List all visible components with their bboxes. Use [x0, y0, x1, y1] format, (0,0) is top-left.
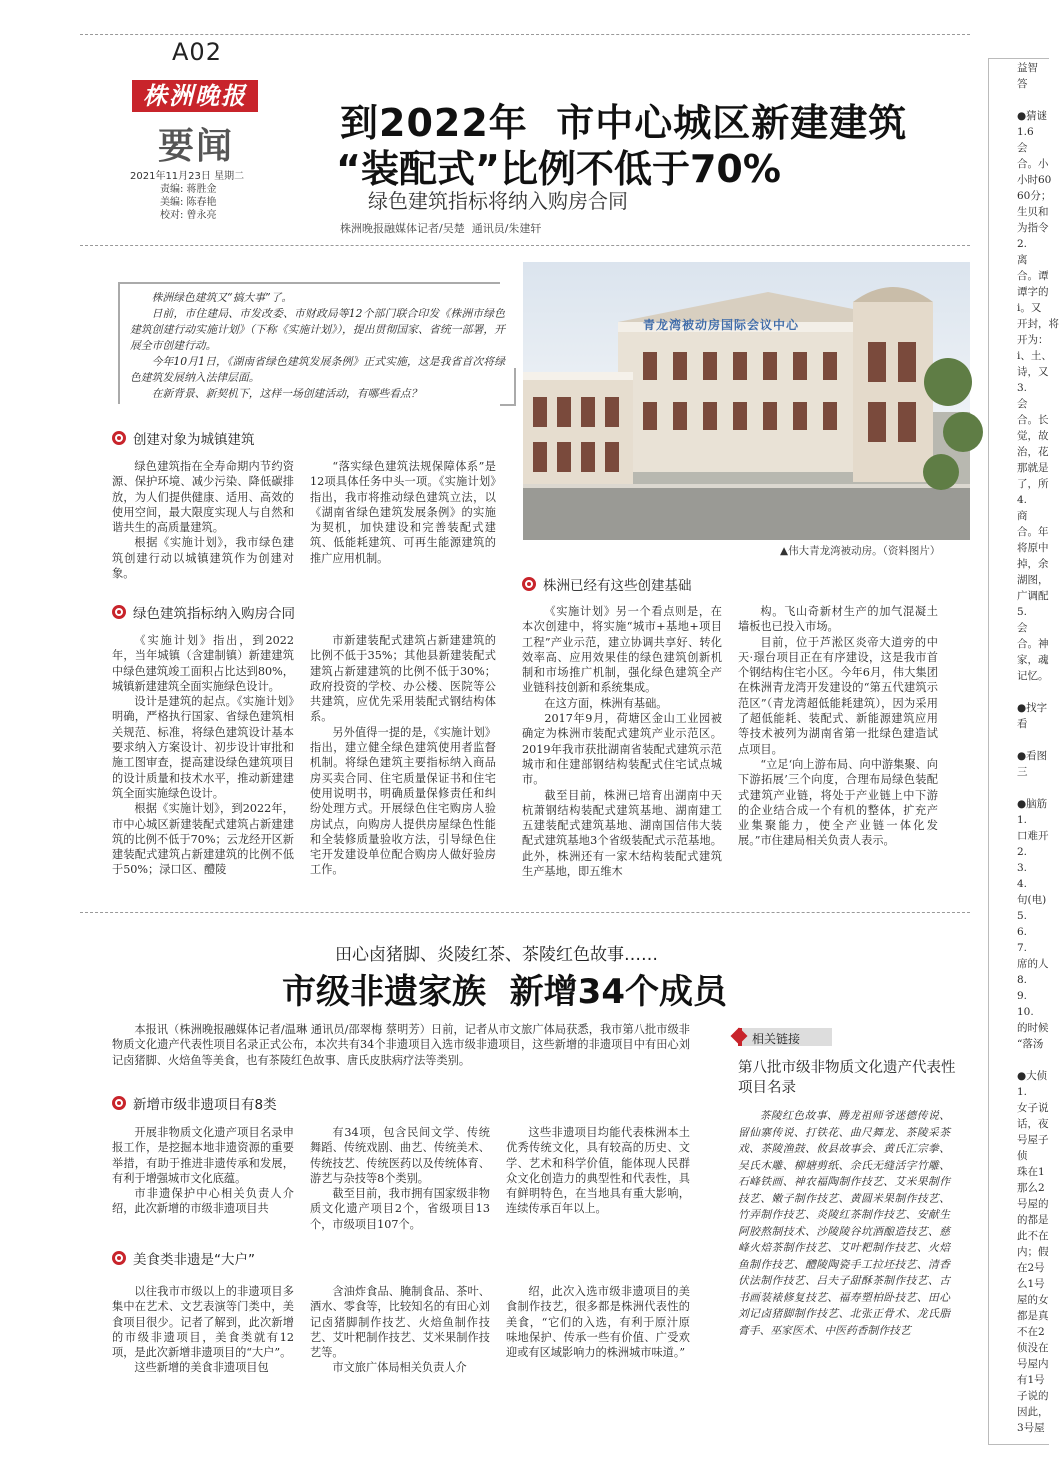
edge-column-line: 广调配	[1017, 590, 1049, 602]
edge-column-line: 号屋子	[1017, 1134, 1049, 1146]
edge-column-line: ●大侦	[1017, 1070, 1048, 1082]
edge-column-line: 3号屋	[1017, 1422, 1045, 1434]
related-link-title: 第八批市级非物质文化遗产代表性项目名录	[738, 1060, 956, 1096]
edge-column-line: i、土、	[1017, 350, 1052, 362]
edge-column-line: 在2号	[1017, 1262, 1045, 1274]
edge-column-line: 的都是	[1017, 1214, 1049, 1226]
edge-column-line: 9.	[1017, 990, 1028, 1002]
edge-column-line: 会	[1017, 622, 1028, 634]
article2-lead	[112, 1022, 690, 1068]
article-paragraph: 以往我市市级以上的非遗项目多集中在艺术、文艺表演等门类中，美食项目很少。记者了解到，此次新增的市级非遗项目，美食类就有12项，是此次新增非遗项目的“大户”。	[112, 1285, 294, 1360]
edge-column-line	[996, 92, 1039, 108]
edge-column-line: 1.	[1017, 814, 1028, 826]
edge-column-line: 号屋的	[1017, 1198, 1049, 1210]
article-paragraph: 市非遗保护中心相关负责人介绍，此次新增的市级非遗项目共	[112, 1187, 294, 1216]
red-circle-bullet-icon	[112, 1096, 126, 1110]
edge-column-line: 2.	[1017, 846, 1028, 858]
section-heading-text: 新增市级非遗项目有8类	[133, 1097, 277, 1113]
article-paragraph: “立足‘向上游布局、向中游集聚、向下游拓展’三个向度，合理布局绿色装配式建筑产业链，将处于产业链上中下游的企业结合成一个有机的整体，扩充产业集聚能力，使全产业链一体化发展。”市住建局相关负责人表示。	[738, 757, 938, 848]
article-column	[522, 604, 722, 879]
article-column	[310, 1125, 490, 1232]
section-heading	[522, 574, 692, 594]
edge-column-line: 60分；	[1017, 190, 1052, 202]
edge-column-line: 合。年	[1017, 526, 1049, 538]
edge-column-line: 记忆。	[1017, 670, 1049, 682]
edge-column-line	[996, 684, 1039, 700]
edge-column-line: 有1号	[1017, 1374, 1045, 1386]
intro-paragraph: 今年10月1日，《湖南省绿色建筑发展条例》正式实施，这是我省首次将绿色建筑发展纳入法律层面。	[130, 355, 505, 384]
section-heading-text: 株洲已经有这些创建基础	[543, 578, 692, 594]
article-column	[112, 459, 294, 581]
edge-column-line: ●找字	[1017, 702, 1048, 714]
edge-column-line: 合。神	[1017, 638, 1049, 650]
article-divider	[80, 912, 970, 913]
issue-info	[130, 170, 244, 222]
edge-column-line: 句(电)	[1017, 894, 1047, 906]
article-paragraph: 设计是建筑的起点。《实施计划》明确，严格执行国家、省绿色建筑相关规范、标准，将绿色建筑设计基本要求纳入方案设计、初步设计审批和施工图审查，提高建设绿色建筑项目的设计质量和技术水平，推动新建建筑全面实施绿色设计。	[112, 695, 294, 800]
edge-column-line: 湖图，	[1017, 574, 1049, 586]
article2-headline: 市级非遗家族 新增34个成员	[282, 972, 727, 1012]
related-link-list-text: 茶陵红色故事、腾龙祖师爷迷德传说、留仙寨传说、打铁花、曲尺舞龙、茶陵采茶戏、茶陵渔鼓、攸县故事会、黄氏汇宗拳、吴氏木雕、柳塘剪纸、余氏无缝活字竹雕、石峰铁画、神农福陶制作技艺、艾米果制作技艺、嫩子制作技艺、黄圆米果制作技艺、竹弄制作技艺、炎陵红茶制作技艺、安献生阿胶熬制技术、沙陵陵谷坑酒酿造技艺、慈峰火焙茶制作技艺、艾叶粑制作技艺、火焙鱼制作技艺、醴陵陶瓷手工拉坯技艺、清香伏法制作技艺、吕夫子甜酥茶制作技艺、古书画装裱修复技艺、福寿塑柏卧技艺、田心刘记卤猪脚制作技艺、北张正骨术、龙氏脂膏手、巫家医术、中医药香制作技艺	[738, 1109, 950, 1337]
edge-column-line	[996, 732, 1039, 748]
edge-column-line: 看	[1017, 718, 1028, 730]
edge-column-line: 都是真	[1017, 1310, 1049, 1322]
edge-column-line: 屋的女	[1017, 1294, 1049, 1306]
edge-column-line: 8.	[1017, 974, 1028, 986]
article-paragraph: 市文旅广体局相关负责人介	[332, 1361, 467, 1375]
editor-credit: 责编: 蒋胜金	[160, 184, 217, 195]
article-paragraph: 目前，位于芦淞区炎帝大道旁的中天·璟台项目正在有序建设，这是我市首个钢结构住宅小区。今年6月，伟大集团在株洲青龙湾开发建设的“第五代建筑示范区”（青龙湾超低能耗建筑），因为采用了超低能耗、装配式、新能源建筑应用等技术被列为湖南省第一批绿色建造试点项目。	[738, 635, 938, 756]
edge-column-line: 5.	[1017, 606, 1028, 618]
edge-column-line: 2.	[1017, 238, 1028, 250]
article-column	[112, 1125, 294, 1217]
edge-column-line: 治，花	[1017, 446, 1049, 458]
edge-column-line: 商	[1017, 510, 1028, 522]
edge-column-line: 开为：	[1017, 334, 1049, 346]
edge-column-line: 珠在1	[1017, 1166, 1045, 1178]
page-number: A02	[172, 38, 222, 66]
edge-column-line: 不在2	[1017, 1326, 1045, 1338]
edge-column-line: 1.6	[1017, 126, 1034, 138]
building-illustration	[523, 262, 970, 540]
masthead-text: 株洲晚报	[143, 81, 247, 110]
edge-column-line: 将原中	[1017, 542, 1049, 554]
article-column	[738, 604, 938, 849]
edge-column-line: ●看图	[1017, 750, 1048, 762]
masthead-logo	[132, 80, 258, 112]
article-paragraph: 本报讯（株洲晚报融媒体记者/温琳 通讯员/邵翠梅 蔡明芳）日前，记者从市文旅广体局获悉，我市第八批市级非物质文化遗产代表性项目名录正式公布，本次共有34个非遗项目入选市级非遗项目，这些新增的非遗项目中有田心刘记卤猪脚、火焙鱼等美食，也有茶陵红色故事、唐氏皮肤病疗法等类别。	[112, 1023, 690, 1067]
edge-column-line: 10.	[1017, 1006, 1034, 1018]
article-paragraph: 另外值得一提的是，《实施计划》指出，建立健全绿色建筑使用者监督机制。将绿色建筑主要指标纳入商品房买卖合同、住宅质量保证书和住宅使用说明书，明确质量保修责任和纠纷处理方式。开展绿色住宅购房人验房试点，向购房人提供房屋绿色性能和全装修质量验收方法，引导绿色住宅开发建设单位配合购房人做好验房工作。	[310, 725, 496, 877]
section-heading	[112, 602, 295, 622]
edge-column-line: 6.	[1017, 926, 1028, 938]
edge-column-line: 合。谭	[1017, 270, 1049, 282]
edge-column-line: ●脑筋	[1017, 798, 1048, 810]
red-circle-bullet-icon	[112, 605, 126, 619]
edge-column-line: 开封，将	[1017, 318, 1059, 330]
edge-column-line: 为指令	[1017, 222, 1049, 234]
edge-column-line: 5.	[1017, 910, 1028, 922]
building-sign: 青龙湾被动房国际会议中心	[643, 318, 800, 332]
edge-column	[996, 60, 1059, 1436]
edge-column-line: 答	[1017, 78, 1028, 90]
intro-text	[130, 290, 505, 402]
article-column	[112, 1284, 294, 1376]
edge-column-line: 1.	[1017, 1086, 1028, 1098]
edge-column-line: 3.	[1017, 862, 1028, 874]
article-column	[112, 633, 294, 878]
article1-byline: 株洲晚报融媒体记者/吴楚 通讯员/朱建轩	[340, 222, 542, 235]
edge-column-line: “落汤	[1017, 1038, 1044, 1050]
proofreader-credit: 校对: 曾永亮	[160, 210, 217, 221]
article-column	[506, 1284, 690, 1360]
edge-column-line: 席的人	[1017, 958, 1049, 970]
edge-column-line: 话，夜	[1017, 1118, 1049, 1130]
article2-kicker: 田心卤猪脚、炎陵红茶、茶陵红色故事……	[335, 945, 658, 965]
edge-column-line: 号屋内	[1017, 1358, 1049, 1370]
designer-credit: 美编: 陈春艳	[160, 197, 217, 208]
building-photo	[523, 262, 970, 540]
section-heading-text: 美食类非遗是“大户”	[133, 1252, 255, 1268]
edge-column-line: 么1号	[1017, 1278, 1045, 1290]
intro-paragraph: 在新背景、新契机下，这样一场创建活动，有哪些看点？	[151, 387, 422, 400]
edge-column-line: 3.	[1017, 382, 1028, 394]
section-heading	[112, 1093, 277, 1113]
article-paragraph: 《实施计划》另一个看点则是，在本次创建中，将实施“城市+基地+项目工程”产业示范，建立协调共享好、转化效率高、应用效果佳的绿色建筑创新机制和市场推广机制，强化绿色建筑全产业链科技创新和系统集成。	[522, 605, 722, 695]
edge-column-line: 谭字的	[1017, 286, 1049, 298]
article-paragraph: 绍，此次入选市级非遗项目的美食制作技艺，很多都是株洲代表性的美食，“它们的入选，有利于原汁原味地保护、传承一些有价值、广受欢迎或有区域影响力的株洲城市味道。”	[506, 1285, 690, 1360]
article-paragraph: 构。飞山奇新材生产的加气混凝土墙板也已投入市场。	[738, 605, 938, 634]
edge-column-line: 合。小	[1017, 158, 1049, 170]
article1-headline-line1: 到2022年 市中心城区新建建筑	[340, 101, 908, 145]
intro-paragraph: 日前，市住建局、市发改委、市财政局等12个部门联合印发《株洲市绿色建筑创建行动实施计划》（下称《实施计划》），提出贯彻国家、省统一部署，开展全市创建行动。	[130, 307, 505, 352]
red-circle-bullet-icon	[522, 577, 536, 591]
edge-column-line: 掉，余	[1017, 558, 1049, 570]
article-paragraph: 《实施计划》指出，到2022年，当年城镇（含建制镇）新建建筑中绿色建筑竣工面积占比达到80%，城镇新建建筑全面实施绿色设计。	[112, 634, 294, 693]
article-paragraph: 这些非遗项目均能代表株洲本土优秀传统文化，具有较高的历史、文学、艺术和科学价值，能体现人民群众文化创造力的典型性和代表性，具有鲜明特色，在当地具有重大影响，连续传承百年以上。	[506, 1126, 690, 1216]
article-column	[310, 459, 496, 566]
article-paragraph: 截至目前，我市拥有国家级非物质文化遗产项目2个，省级项目13个，市级项目107个。	[310, 1187, 490, 1231]
article-paragraph: 这些新增的美食非遗项目包	[134, 1361, 269, 1375]
edge-column-line: 因此，	[1017, 1406, 1049, 1418]
article-paragraph: 有34项，包含民间文学、传统舞蹈、传统戏剧、曲艺、传统美术、传统技艺、传统医药以及传统体育、游艺与杂技等8个类别。	[310, 1126, 490, 1185]
article-paragraph: 绿色建筑指在全寿命期内节约资源、保护环境、减少污染、降低碳排放，为人们提供健康、适用、高效的使用空间，最大限度实现人与自然和谐共生的高质量建筑。	[112, 460, 294, 535]
edge-column-line: 此不在	[1017, 1230, 1049, 1242]
article-paragraph: 市新建装配式建筑占新建建筑的比例不低于35%；其他县新建装配式建筑占新建建筑的比例不低于30%；政府投资的学校、办公楼、医院等公共建筑，应优先采用装配式钢结构体系。	[310, 634, 496, 724]
intro-paragraph: 株洲绿色建筑又“搞大事”了。	[151, 291, 293, 304]
edge-column-line: 会	[1017, 142, 1028, 154]
article-paragraph: 含油炸食品、腌制食品、茶叶、酒水、零食等，比较知名的有田心刘记卤猪脚制作技艺、火焙鱼制作技艺、艾叶粑制作技艺、艾米果制作技艺等。	[310, 1285, 490, 1360]
edge-column-line: 侦没在	[1017, 1342, 1049, 1354]
edge-column-line: 那么2	[1017, 1182, 1045, 1194]
edge-column-line: 生贝和	[1017, 206, 1049, 218]
edge-column-line: 诗，又	[1017, 366, 1049, 378]
article1-headline-line2: “装配式”比例不低于70%	[336, 147, 781, 191]
article-paragraph: 开展非物质文化遗产项目名录申报工作，是挖掘本地非遗资源的重要举措，有助于推进非遗传承和发展，有利于增强城市文化底蕴。	[112, 1126, 294, 1185]
section-name: 要闻	[158, 125, 235, 167]
article-column	[506, 1125, 690, 1217]
edge-column-line: 合。长	[1017, 414, 1049, 426]
edge-column-line: i。又	[1017, 302, 1042, 314]
edge-column-line: 4.	[1017, 878, 1028, 890]
edge-column-line: 7.	[1017, 942, 1028, 954]
edge-column-line: 会	[1017, 398, 1028, 410]
red-circle-bullet-icon	[112, 431, 126, 445]
section-heading	[112, 428, 255, 448]
edge-column-line	[996, 1052, 1039, 1068]
edge-column-line: 离	[1017, 254, 1028, 266]
article-column	[310, 633, 496, 878]
edge-column-line: 口难开	[1017, 830, 1049, 842]
edge-column-line: 4.	[1017, 494, 1028, 506]
edge-column-line: 内；假	[1017, 1246, 1049, 1258]
related-link-tag-text: 相关链接	[752, 1032, 801, 1046]
article-paragraph: 截至目前，株洲已培育出湖南中天杭萧钢结构装配式建筑基地、湖南建工五建装配式建筑基地、湖南国信伟大装配式建筑基地3个省级装配式示范基地。此外，株洲还有一家木结构装配式建筑生产基地，即五维木	[522, 788, 722, 879]
edge-column-line: 觉，故	[1017, 430, 1049, 442]
edge-column-line: 益智	[1017, 62, 1038, 74]
edge-column-line: 女子说	[1017, 1102, 1049, 1114]
article-paragraph: 根据《实施计划》，我市绿色建筑创建行动以城镇建筑作为创建对象。	[112, 536, 294, 581]
edge-column-line: 三	[1017, 766, 1028, 778]
edge-column-line: 的时候	[1017, 1022, 1049, 1034]
article-column	[310, 1284, 490, 1376]
edge-column-line: 子说的	[1017, 1390, 1049, 1402]
edge-column-line: 那就是	[1017, 462, 1049, 474]
red-circle-bullet-icon	[112, 1251, 126, 1265]
photo-caption: ▲伟大青龙湾被动房。（资料图片）	[780, 545, 941, 557]
edge-column-line: 小时60	[1017, 174, 1052, 186]
section-heading	[112, 1248, 255, 1268]
issue-date: 2021年11月23日 星期二	[130, 171, 245, 182]
article-paragraph: 2017年9月，荷塘区金山工业园被确定为株洲市装配式建筑产业示范区。2019年我市获批湖南省装配式建筑示范城市和住建部钢结构装配式住宅试点城市。	[522, 712, 722, 787]
edge-column-line: 侦	[1017, 1150, 1028, 1162]
edge-column-line: 了，所	[1017, 478, 1049, 490]
edge-column-line	[996, 780, 1039, 796]
section-heading-text: 创建对象为城镇建筑	[133, 432, 255, 448]
related-link-list	[738, 1108, 950, 1339]
article-paragraph: 根据《实施计划》，到2022年，市中心城区新建装配式建筑占新建建筑的比例不低于70%；云龙经开区新建装配式建筑占新建建筑的比例不低于50%；渌口区、醴陵	[112, 802, 294, 877]
section-heading-text: 绿色建筑指标纳入购房合同	[133, 606, 295, 622]
edge-column-line: 家，魂	[1017, 654, 1049, 666]
article1-subhead: 绿色建筑指标将纳入购房合同	[368, 189, 628, 213]
edge-column-line: ●猜谜	[1017, 110, 1048, 122]
article-paragraph: “落实绿色建筑法规保障体系”是12项具体任务中头一项。《实施计划》指出，我市将推动绿色建筑立法，以《湖南省绿色建筑发展条例》的实施为契机，加快建设和完善装配式建筑、低能耗建筑、可再生能源建筑的推广应用机制。	[310, 460, 496, 565]
article-paragraph: 在这方面，株洲有基础。	[544, 696, 668, 710]
